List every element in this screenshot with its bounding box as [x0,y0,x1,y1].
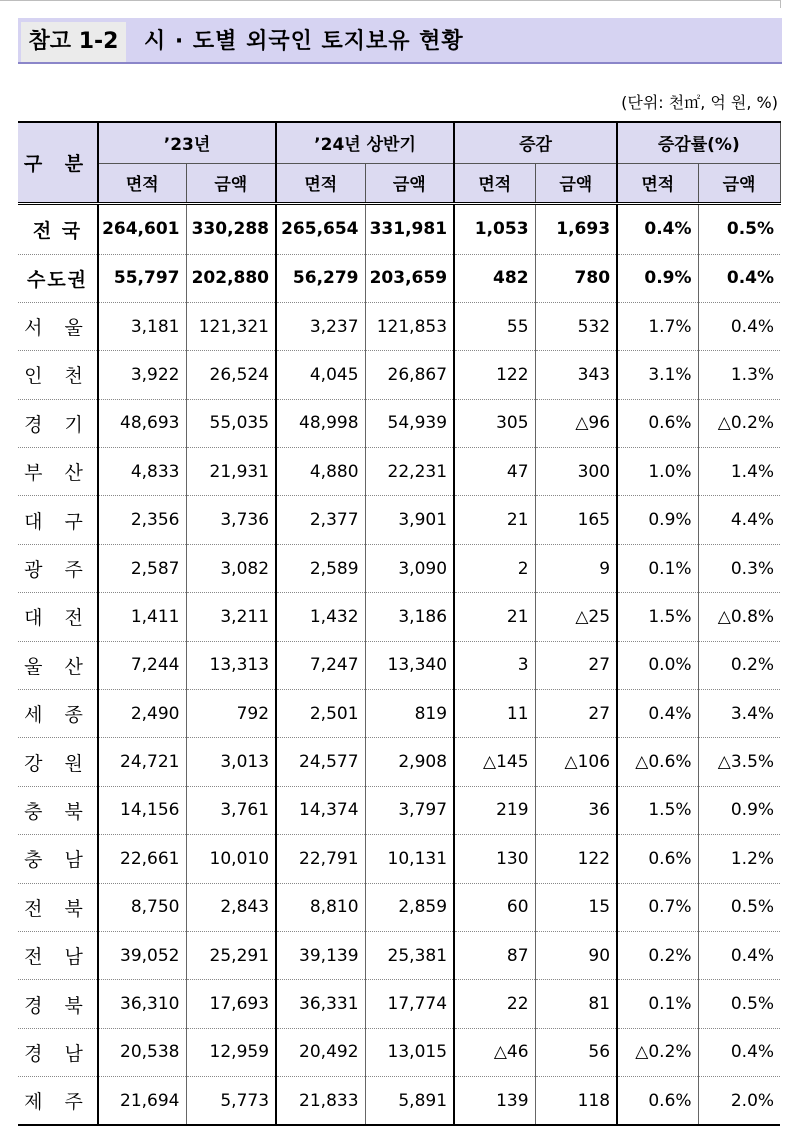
table-cell: 122 [454,351,535,399]
table-cell: 203,659 [365,254,454,302]
header-group-change-rate: 증감률(%) [617,122,780,163]
table-cell: 121,853 [365,302,454,350]
table-cell: 3,013 [186,738,276,786]
table-row [18,641,780,689]
table-cell: 1.7% [617,302,698,350]
table-cell: 25,381 [365,931,454,979]
table-row [18,254,780,302]
table-cell: 3,181 [98,302,186,350]
table-cell: 2,501 [276,690,365,738]
table-body [18,203,780,1125]
table-cell: △0.2% [698,399,780,447]
table-cell: 48,693 [98,399,186,447]
table-cell: 2,589 [276,544,365,592]
table-cell: 1.5% [617,593,698,641]
region-name: 경 남 [18,1028,98,1076]
header-group-2023: ’23년 [98,122,276,163]
region-name: 세 종 [18,690,98,738]
table-row [18,931,780,979]
table-cell: 4,880 [276,448,365,496]
table-cell: 330,288 [186,203,276,254]
table-cell: 47 [454,448,535,496]
table-row [18,883,780,931]
table-row [18,786,780,834]
header-sub-area: 면적 [454,163,535,203]
table-cell: 0.0% [617,641,698,689]
table-cell: 55,035 [186,399,276,447]
table-cell: 13,015 [365,1028,454,1076]
table-cell: 130 [454,835,535,883]
table-cell: 792 [186,690,276,738]
table-cell: 2,490 [98,690,186,738]
table-cell: 305 [454,399,535,447]
table-cell: 36,310 [98,980,186,1028]
table-cell: △106 [535,738,617,786]
table-cell: 532 [535,302,617,350]
table-cell: 3.4% [698,690,780,738]
table-cell: 39,052 [98,931,186,979]
table-cell: 3,186 [365,593,454,641]
region-name: 강 원 [18,738,98,786]
table-cell: 24,577 [276,738,365,786]
table-cell: 8,810 [276,883,365,931]
table-cell: 1,053 [454,203,535,254]
unit-note: (단위: 천㎡, 억 원, %) [621,93,778,112]
table-cell: 1.5% [617,786,698,834]
region-name: 수도권 [18,254,98,302]
table-cell: 20,492 [276,1028,365,1076]
table-cell: 13,313 [186,641,276,689]
table-cell: 27 [535,690,617,738]
table-cell: 56,279 [276,254,365,302]
region-name: 서 울 [18,302,98,350]
table-cell: 22 [454,980,535,1028]
table-cell: 0.2% [698,641,780,689]
header-group-change: 증감 [454,122,617,163]
table-cell: 39,139 [276,931,365,979]
table-cell: 26,524 [186,351,276,399]
table-cell: 8,750 [98,883,186,931]
table-row [18,1028,780,1076]
table-cell: 0.9% [698,786,780,834]
table-cell: 3,090 [365,544,454,592]
table-cell: 3,922 [98,351,186,399]
page-top-rule [0,0,780,1]
table-cell: 22,231 [365,448,454,496]
table-cell: 21 [454,496,535,544]
header-sub-area: 면적 [276,163,365,203]
table-row [18,690,780,738]
page-corner-mark [780,0,781,8]
table-row [18,738,780,786]
table-cell: 56 [535,1028,617,1076]
table-cell: 0.2% [617,931,698,979]
table-cell: 0.7% [617,883,698,931]
region-name: 울 산 [18,641,98,689]
table-row [18,593,780,641]
table-cell: 0.4% [698,302,780,350]
table-cell: △46 [454,1028,535,1076]
table-cell: 1.4% [698,448,780,496]
table-cell: 819 [365,690,454,738]
table-row [18,302,780,350]
table-cell: 0.5% [698,980,780,1028]
table-cell: 10,010 [186,835,276,883]
table-cell: 202,880 [186,254,276,302]
region-name: 대 전 [18,593,98,641]
table-cell: 3,211 [186,593,276,641]
table-cell: 12,959 [186,1028,276,1076]
region-name: 인 천 [18,351,98,399]
table-cell: 2,843 [186,883,276,931]
table-cell: 1.3% [698,351,780,399]
table-cell: 118 [535,1077,617,1125]
table-cell: 26,867 [365,351,454,399]
region-name: 대 구 [18,496,98,544]
table-cell: 22,661 [98,835,186,883]
table-cell: 36 [535,786,617,834]
table-cell: 219 [454,786,535,834]
table-cell: 3 [454,641,535,689]
region-name: 전 북 [18,883,98,931]
table-cell: 780 [535,254,617,302]
table-cell: 3,797 [365,786,454,834]
table-cell: 21 [454,593,535,641]
table-cell: 1.0% [617,448,698,496]
table-cell: 1,411 [98,593,186,641]
table-cell: 90 [535,931,617,979]
table-cell: 14,374 [276,786,365,834]
table-cell: 11 [454,690,535,738]
table-cell: 121,321 [186,302,276,350]
region-name: 제 주 [18,1077,98,1125]
table-cell: 343 [535,351,617,399]
table-cell: 7,247 [276,641,365,689]
table-cell: 2,587 [98,544,186,592]
table-cell: 17,774 [365,980,454,1028]
table-cell: 3.1% [617,351,698,399]
table-cell: 4.4% [698,496,780,544]
table-row [18,496,780,544]
table-row [18,203,780,254]
table-row [18,1077,780,1125]
table-cell: △145 [454,738,535,786]
region-name: 전 남 [18,931,98,979]
table-cell: 0.5% [698,883,780,931]
table-cell: 14,156 [98,786,186,834]
table-cell: 3,761 [186,786,276,834]
table-cell: 1.2% [698,835,780,883]
table-cell: 0.1% [617,544,698,592]
table-cell: △25 [535,593,617,641]
table-cell: 264,601 [98,203,186,254]
table-row [18,399,780,447]
table-cell: 2,859 [365,883,454,931]
table-cell: 0.6% [617,835,698,883]
table-cell: 20,538 [98,1028,186,1076]
table-cell: 0.4% [698,254,780,302]
table-cell: 1,432 [276,593,365,641]
table-cell: 0.5% [698,203,780,254]
region-name: 충 남 [18,835,98,883]
table-cell: △0.8% [698,593,780,641]
table-cell: 22,791 [276,835,365,883]
table-cell: 7,244 [98,641,186,689]
table-cell: 13,340 [365,641,454,689]
table-cell: △96 [535,399,617,447]
table-cell: 0.6% [617,399,698,447]
region-name: 광 주 [18,544,98,592]
table-cell: 482 [454,254,535,302]
header-group-2024h1: ’24년 상반기 [276,122,454,163]
table-cell: 0.9% [617,496,698,544]
header-sub-area: 면적 [98,163,186,203]
header-corner: 구 분 [18,122,98,203]
table-cell: 3,082 [186,544,276,592]
land-holdings-table [18,121,781,1126]
table-cell: 21,833 [276,1077,365,1125]
region-name: 충 북 [18,786,98,834]
table-cell: 3,901 [365,496,454,544]
table-row [18,448,780,496]
table-cell: 17,693 [186,980,276,1028]
table-cell: 27 [535,641,617,689]
table-cell: 55 [454,302,535,350]
table-cell: 265,654 [276,203,365,254]
table-cell: 0.3% [698,544,780,592]
title-bar [18,18,782,64]
table-cell: 1,693 [535,203,617,254]
table-row [18,980,780,1028]
table-cell: △0.6% [617,738,698,786]
table-cell: 300 [535,448,617,496]
table-cell: 4,833 [98,448,186,496]
table-cell: △3.5% [698,738,780,786]
table-cell: 4,045 [276,351,365,399]
header-sub-amount: 금액 [365,163,454,203]
header-sub-area: 면적 [617,163,698,203]
table-cell: 48,998 [276,399,365,447]
table-cell: 331,981 [365,203,454,254]
reference-label: 참고 1-2 [21,22,126,62]
table-cell: 24,721 [98,738,186,786]
table-cell: 0.4% [617,203,698,254]
table-cell: 60 [454,883,535,931]
table-cell: 2,356 [98,496,186,544]
table-cell: 165 [535,496,617,544]
table-cell: 87 [454,931,535,979]
table-cell: 9 [535,544,617,592]
table-row [18,835,780,883]
header-sub-amount: 금액 [186,163,276,203]
table-cell: 2,908 [365,738,454,786]
table-cell: 5,891 [365,1077,454,1125]
table-cell: 3,237 [276,302,365,350]
region-name: 부 산 [18,448,98,496]
table-cell: 36,331 [276,980,365,1028]
table-cell: △0.2% [617,1028,698,1076]
region-name: 전 국 [18,203,98,254]
table-row [18,351,780,399]
table-cell: 25,291 [186,931,276,979]
table-cell: 139 [454,1077,535,1125]
table-cell: 21,931 [186,448,276,496]
table-cell: 0.4% [617,690,698,738]
table-cell: 0.6% [617,1077,698,1125]
table-cell: 15 [535,883,617,931]
table-cell: 2 [454,544,535,592]
table-cell: 0.1% [617,980,698,1028]
page-title: 시 · 도별 외국인 토지보유 현황 [144,29,464,54]
region-name: 경 기 [18,399,98,447]
table-cell: 122 [535,835,617,883]
table-cell: 81 [535,980,617,1028]
table-cell: 54,939 [365,399,454,447]
header-sub-amount: 금액 [698,163,780,203]
table-cell: 5,773 [186,1077,276,1125]
table-cell: 55,797 [98,254,186,302]
table-cell: 0.4% [698,1028,780,1076]
table-cell: 0.9% [617,254,698,302]
table-cell: 21,694 [98,1077,186,1125]
header-sub-amount: 금액 [535,163,617,203]
table-cell: 2,377 [276,496,365,544]
region-name: 경 북 [18,980,98,1028]
table-cell: 2.0% [698,1077,780,1125]
table-row [18,544,780,592]
table-cell: 3,736 [186,496,276,544]
table-cell: 10,131 [365,835,454,883]
table-cell: 0.4% [698,931,780,979]
